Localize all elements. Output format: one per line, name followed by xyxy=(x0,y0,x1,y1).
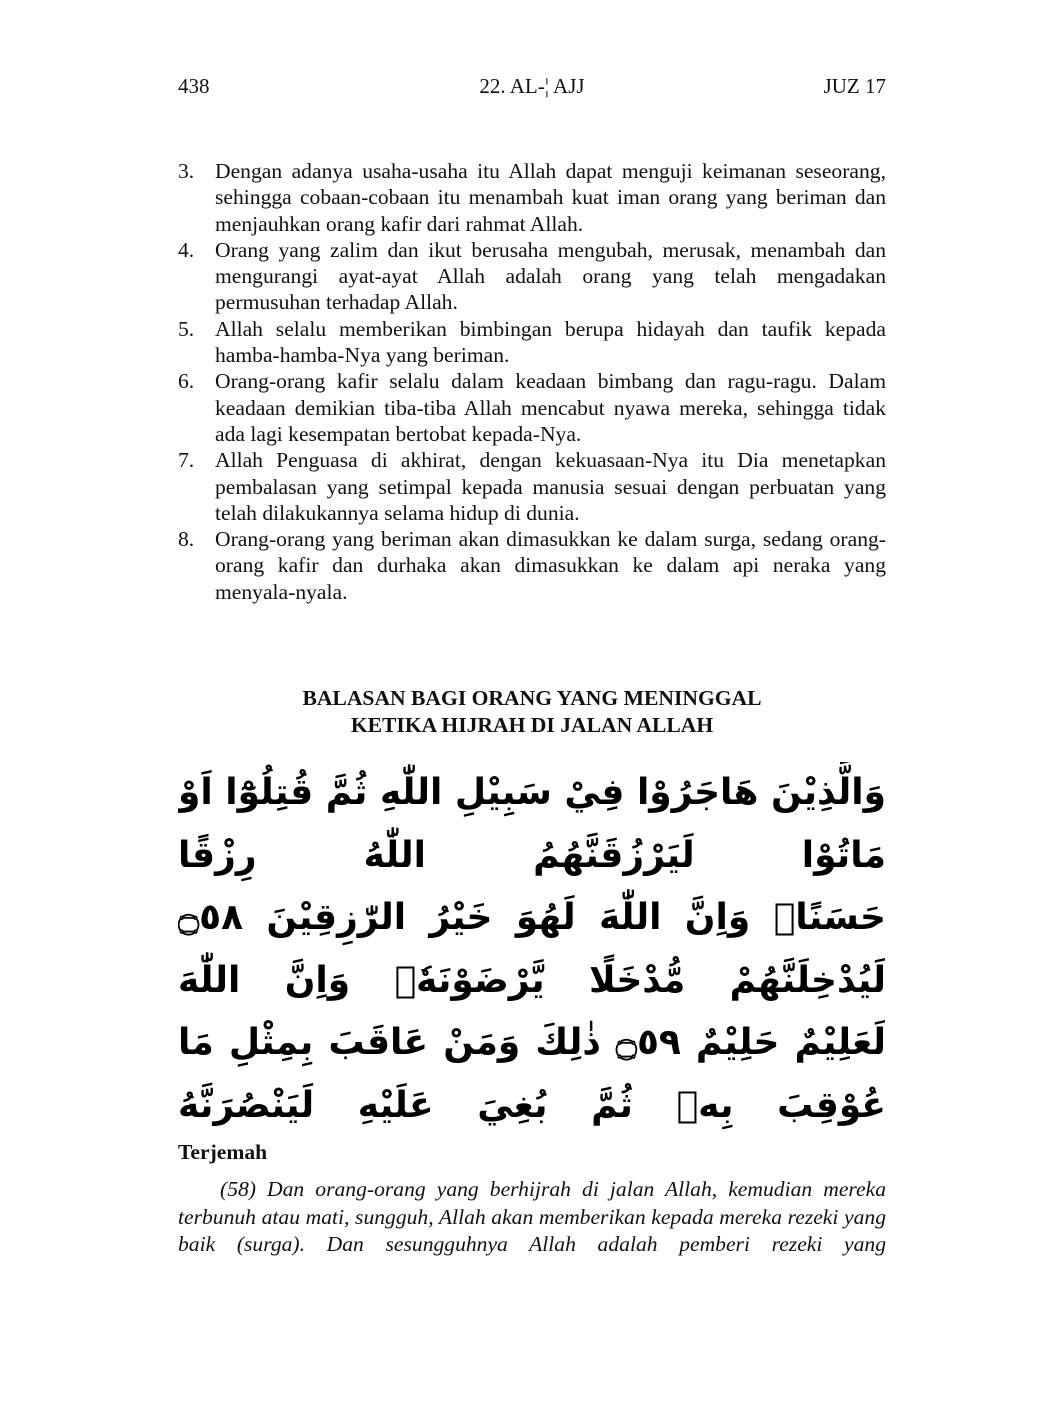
arabic-line: وَالَّذِيْنَ هَاجَرُوْا فِيْ سَبِيْلِ اللّٰهِ ثُمَّ قُتِلُوْٓا اَوْ مَاتُوْا لَيَرْزُقَنَّهُمُ اللّٰهُ رِزْقًا xyxy=(178,772,886,876)
page-header xyxy=(178,74,886,104)
section-heading xyxy=(178,685,886,739)
translation-paragraph: (58) Dan orang-orang yang berhijrah di jalan Allah, kemudian mereka terbunuh atau mati, sungguh, Allah akan memberikan kepada mereka rezeki yang baik (surga). Dan sesungguhnya Allah adalah pemberi rezeki yang xyxy=(178,1177,886,1256)
page-number: 438 xyxy=(178,74,210,98)
list-item-text: Orang-orang kafir selalu dalam keadaan bimbang dan ragu-ragu. Dalam keadaan demikian tiba-tiba Allah mencabut nyawa mereka, sehingga tidak ada lagi kesempatan bertobat kepada-Nya. xyxy=(215,369,886,446)
list-item-number: 4. xyxy=(178,237,195,262)
list-item-text: Allah selalu memberikan bimbingan berupa hidayah dan taufik kepada hamba-hamba-Nya yang beriman. xyxy=(215,316,886,368)
section-heading-line-2: KETIKA HIJRAH DI JALAN ALLAH xyxy=(350,713,714,737)
list-item-text: Orang-orang yang beriman akan dimasukkan ke dalam surga, sedang orang-orang kafir dan durhaka akan dimasukkan ke dalam api neraka yang menyala-nyala. xyxy=(215,527,886,604)
list-item-number: 6. xyxy=(178,369,195,394)
conclusion-list xyxy=(178,158,886,605)
list-item-text: Dengan adanya usaha-usaha itu Allah dapat menguji keimanan seseorang, sehingga cobaan-cobaan itu menambah kuat iman orang yang beriman dan menjauhkan orang kafir dari rahmat Allah. xyxy=(215,159,886,236)
list-item xyxy=(178,447,886,526)
chapter-title: 22. AL-¦ AJJ xyxy=(479,74,585,98)
list-item-number: 7. xyxy=(178,448,195,473)
list-item-number: 8. xyxy=(178,527,195,552)
arabic-verses xyxy=(178,762,886,1137)
list-item-text: Allah Penguasa di akhirat, dengan kekuasaan-Nya itu Dia menetapkan pembalasan yang setimpal kepada manusia sesuai dengan perbuatan yang telah dilakukannya selama hidup di dunia. xyxy=(215,448,886,525)
list-item xyxy=(178,316,886,369)
arabic-line: لَعَلِيْمٌ حَلِيْمٌ ۝٥٩ ذٰلِكَ وَمَنْ عَاقَبَ بِمِثْلِ مَا عُوْقِبَ بِهٖ ثُمَّ بُغِيَ عَلَيْهِ لَيَنْصُرَنَّهُ xyxy=(178,1022,886,1126)
list-item xyxy=(178,526,886,605)
list-item-number: 3. xyxy=(178,159,195,183)
terjemah-heading: Terjemah xyxy=(178,1140,268,1164)
list-item xyxy=(178,158,886,237)
juz-label: JUZ 17 xyxy=(823,74,886,98)
list-item-number: 5. xyxy=(178,316,195,341)
list-item xyxy=(178,237,886,316)
list-item xyxy=(178,368,886,447)
section-heading-line-1: BALASAN BAGI ORANG YANG MENINGGAL xyxy=(302,686,762,710)
arabic-line: حَسَنًاۗ وَاِنَّ اللّٰهَ لَهُوَ خَيْرُ الرّٰزِقِيْنَ ۝٥٨ لَيُدْخِلَنَّهُمْ مُّدْخَلًا يَّرْضَوْنَهٗۗ وَاِنَّ اللّٰهَ xyxy=(178,897,886,1001)
list-item-text: Orang yang zalim dan ikut berusaha mengubah, merusak, menambah dan mengurangi ayat-ayat Allah adalah orang yang telah mengadakan permusuhan terhadap Allah. xyxy=(215,237,886,315)
